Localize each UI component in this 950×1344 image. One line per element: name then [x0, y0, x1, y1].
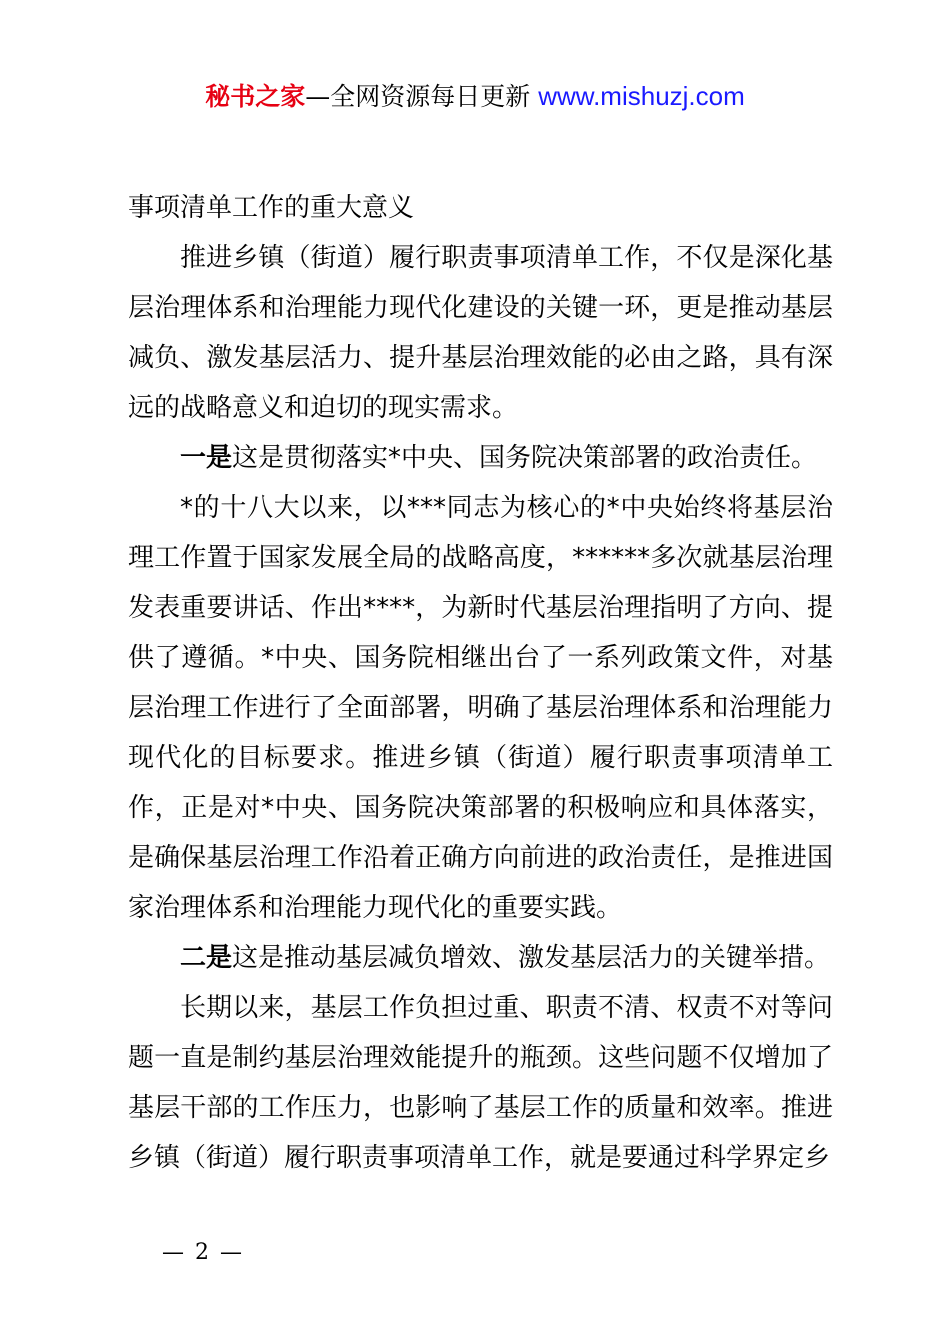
point-one-label: 一是 — [180, 443, 233, 473]
page-number: — 2 — — [162, 1240, 244, 1265]
brand-name: 秘书之家 — [205, 82, 306, 111]
banner-slogan: 全网资源每日更新 — [330, 82, 531, 111]
paragraph-point-one — [128, 433, 833, 483]
paragraph-point-two-detail: 长期以来，基层工作负担过重、职责不清、权责不对等问题一直是制约基层治理效能提升的瓶颈。这些问题不仅增加了基层干部的工作压力，也影响了基层工作的质量和效率。推进乡镇（街道）履行职责事项清单工作，就是要通过科学界定乡 — [128, 993, 833, 1173]
point-two-text: 这是推动基层减负增效、激发基层活力的关键举措。 — [232, 943, 831, 973]
paragraph-point-one-detail: *的十八大以来，以***同志为核心的*中央始终将基层治理工作置于国家发展全局的战略高度，******多次就基层治理发表重要讲话、作出****，为新时代基层治理指明了方向、提供了遵循。*中央、国务院相继出台了一系列政策文件，对基层治理工作进行了全面部署，明确了基层治理体系和治理能力现代化的目标要求。推进乡镇（街道）履行职责事项清单工作，正是对*中央、国务院决策部署的积极响应和具体落实，是确保基层治理工作沿着正确方向前进的政治责任，是推进国家治理体系和治理能力现代化的重要实践。 — [128, 493, 833, 923]
point-two-label: 二是 — [180, 943, 233, 973]
paragraph-heading-continuation: 事项清单工作的重大意义 — [128, 193, 415, 223]
paragraph-intro: 推进乡镇（街道）履行职责事项清单工作，不仅是深化基层治理体系和治理能力现代化建设的关键一环，更是推动基层减负、激发基层活力、提升基层治理效能的必由之路，具有深远的战略意义和迫切的现实需求。 — [128, 243, 833, 423]
banner-separator: — — [305, 82, 331, 111]
paragraph-point-two — [128, 933, 833, 983]
site-banner — [0, 78, 950, 115]
point-one-text: 这是贯彻落实*中央、国务院决策部署的政治责任。 — [232, 443, 818, 473]
document-body — [128, 183, 833, 1183]
site-url-link[interactable]: www.mishuzj.com — [538, 81, 745, 111]
